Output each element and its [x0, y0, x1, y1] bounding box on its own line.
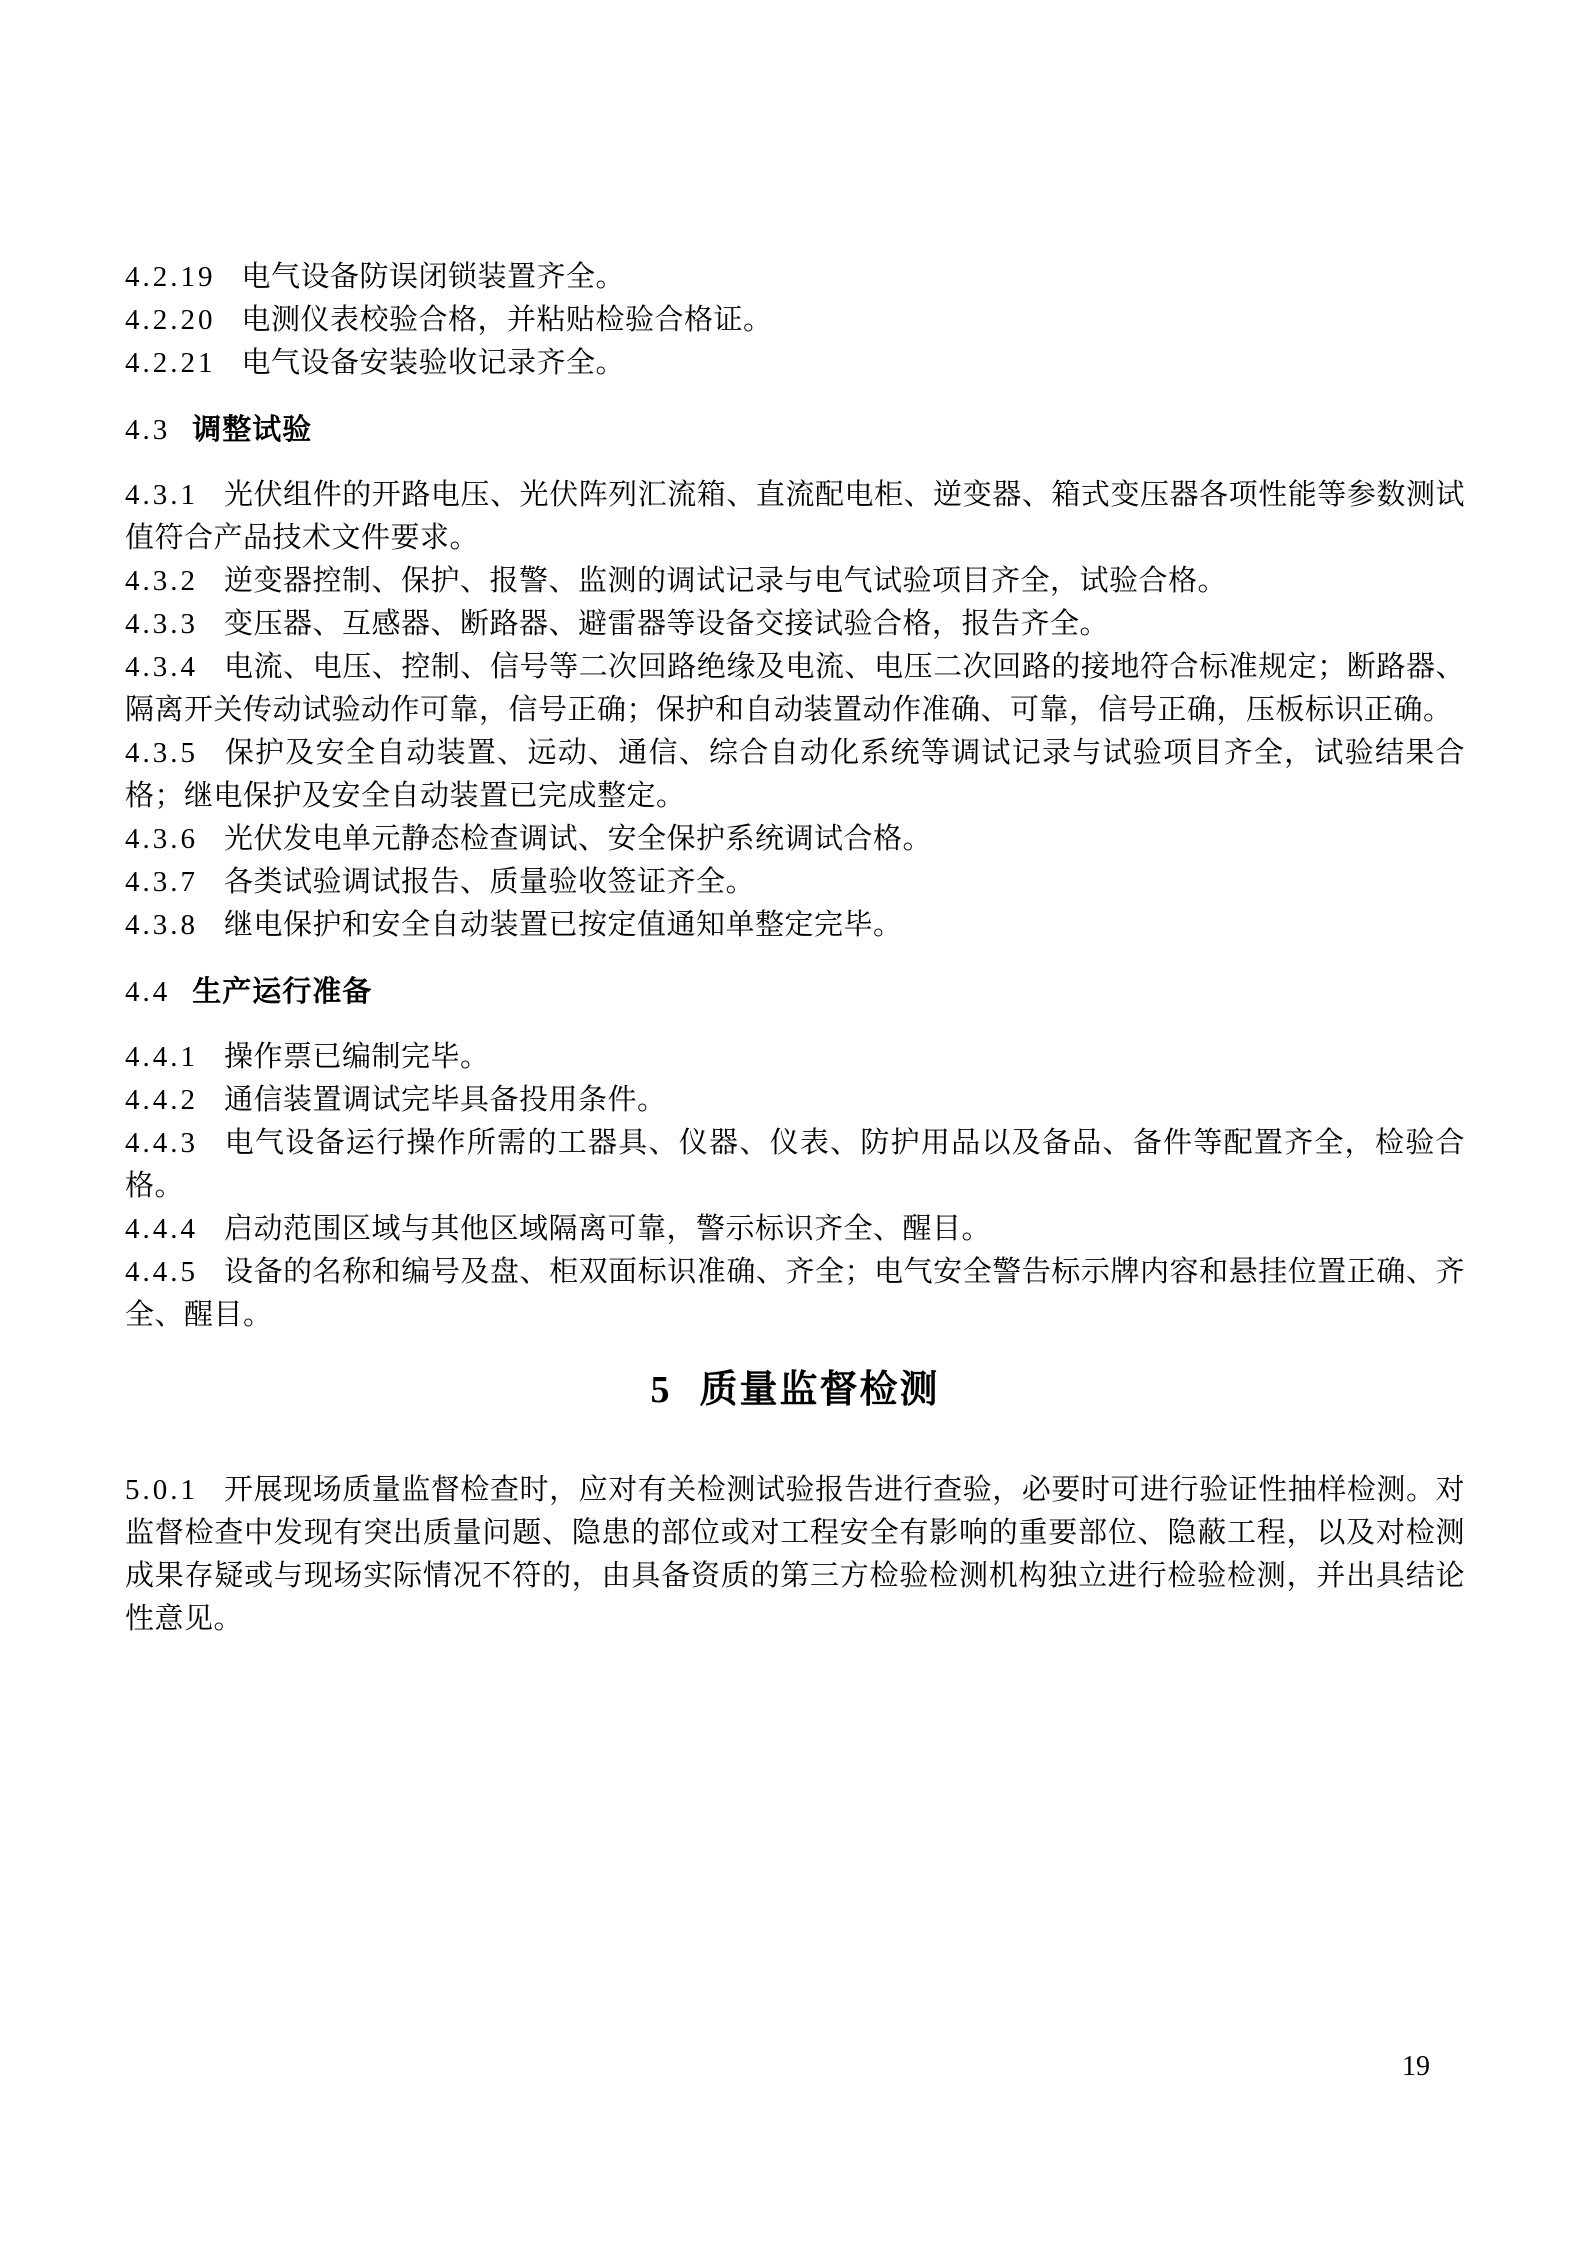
clause-4-3-8 [125, 904, 1465, 947]
clause-4-3-2 [125, 560, 1465, 603]
clause-4-3-3 [125, 603, 1465, 646]
clause-4-2-21 [125, 342, 1465, 385]
clause-4-3-5 [125, 732, 1465, 818]
clause-number: 4.4.3 [125, 1127, 198, 1159]
page-number: 19 [1402, 2051, 1430, 2082]
clause-text: 通信装置调试完毕具备投用条件。 [224, 1084, 667, 1116]
clause-number: 4.2.21 [125, 347, 216, 379]
section-number: 4.3 [125, 414, 171, 446]
clause-4-2-20 [125, 299, 1465, 342]
clause-number: 4.3.2 [125, 565, 198, 597]
clause-number: 4.4.5 [125, 1256, 198, 1288]
chapter-number: 5 [650, 1369, 670, 1411]
chapter-title: 质量监督检测 [699, 1369, 940, 1411]
clause-text: 逆变器控制、保护、报警、监测的调试记录与电气试验项目齐全，试验合格。 [224, 565, 1228, 597]
clause-text: 操作票已编制完毕。 [224, 1041, 490, 1073]
clause-4-3-4 [125, 646, 1465, 732]
clause-4-3-1 [125, 474, 1465, 560]
clause-4-3-7 [125, 861, 1465, 904]
clause-text: 变压器、互感器、断路器、避雷器等设备交接试验合格，报告齐全。 [224, 608, 1110, 640]
clause-text: 开展现场质量监督检查时，应对有关检测试验报告进行查验，必要时可进行验证性抽样检测。对监督检查中发现有突出质量问题、隐患的部位或对工程安全有影响的重要部位、隐蔽工程，以及对检测成果存疑或与现场实际情况不符的，由具备资质的第三方检验检测机构独立进行检验检测，并出具结论性意见。 [125, 1474, 1465, 1635]
clause-number: 5.0.1 [125, 1474, 198, 1506]
clause-number: 4.4.1 [125, 1041, 198, 1073]
clause-text: 保护及安全自动装置、远动、通信、综合自动化系统等调试记录与试验项目齐全，试验结果合格；继电保护及安全自动装置已完成整定。 [125, 737, 1465, 812]
clause-number: 4.3.7 [125, 866, 198, 898]
clause-number: 4.4.2 [125, 1084, 198, 1116]
clause-number: 4.3.8 [125, 909, 198, 941]
clause-number: 4.3.5 [125, 737, 198, 769]
clause-text: 光伏发电单元静态检查调试、安全保护系统调试合格。 [224, 823, 933, 855]
chapter-heading-5 [125, 1363, 1465, 1417]
clause-number: 4.4.4 [125, 1213, 198, 1245]
clause-text: 电测仪表校验合格，并粘贴检验合格证。 [241, 304, 773, 336]
clause-number: 4.3.4 [125, 651, 198, 683]
clause-text: 光伏组件的开路电压、光伏阵列汇流箱、直流配电柜、逆变器、箱式变压器各项性能等参数测试值符合产品技术文件要求。 [125, 479, 1465, 554]
clause-text: 继电保护和安全自动装置已按定值通知单整定完毕。 [224, 909, 903, 941]
clause-text: 各类试验调试报告、质量验收签证齐全。 [224, 866, 756, 898]
section-heading-4-4 [125, 971, 1465, 1014]
clause-number: 4.3.1 [125, 479, 198, 511]
clause-number: 4.2.20 [125, 304, 216, 336]
clause-4-4-5 [125, 1251, 1465, 1337]
section-title: 调整试验 [192, 414, 313, 446]
clause-text: 电流、电压、控制、信号等二次回路绝缘及电流、电压二次回路的接地符合标准规定；断路器、隔离开关传动试验动作可靠，信号正确；保护和自动装置动作准确、可靠，信号正确，压板标识正确。 [125, 651, 1465, 726]
section-heading-4-3 [125, 409, 1465, 452]
clause-4-4-4 [125, 1208, 1465, 1251]
section-title: 生产运行准备 [192, 976, 373, 1008]
clause-text: 设备的名称和编号及盘、柜双面标识准确、齐全；电气安全警告标示牌内容和悬挂位置正确、齐全、醒目。 [125, 1256, 1465, 1331]
section-number: 4.4 [125, 976, 171, 1008]
clause-number: 4.2.19 [125, 261, 216, 293]
clause-number: 4.3.6 [125, 823, 198, 855]
clause-4-4-3 [125, 1122, 1465, 1208]
clause-4-3-6 [125, 818, 1465, 861]
document-content [125, 256, 1465, 1641]
clause-text: 电气设备运行操作所需的工器具、仪器、仪表、防护用品以及备品、备件等配置齐全，检验合格。 [125, 1127, 1465, 1202]
clause-text: 电气设备防误闭锁装置齐全。 [241, 261, 626, 293]
clause-4-4-2 [125, 1079, 1465, 1122]
clause-text: 电气设备安装验收记录齐全。 [241, 347, 626, 379]
clause-number: 4.3.3 [125, 608, 198, 640]
clause-4-2-19 [125, 256, 1465, 299]
clause-text: 启动范围区域与其他区域隔离可靠，警示标识齐全、醒目。 [224, 1213, 992, 1245]
clause-5-0-1 [125, 1469, 1465, 1641]
clause-4-4-1 [125, 1036, 1465, 1079]
